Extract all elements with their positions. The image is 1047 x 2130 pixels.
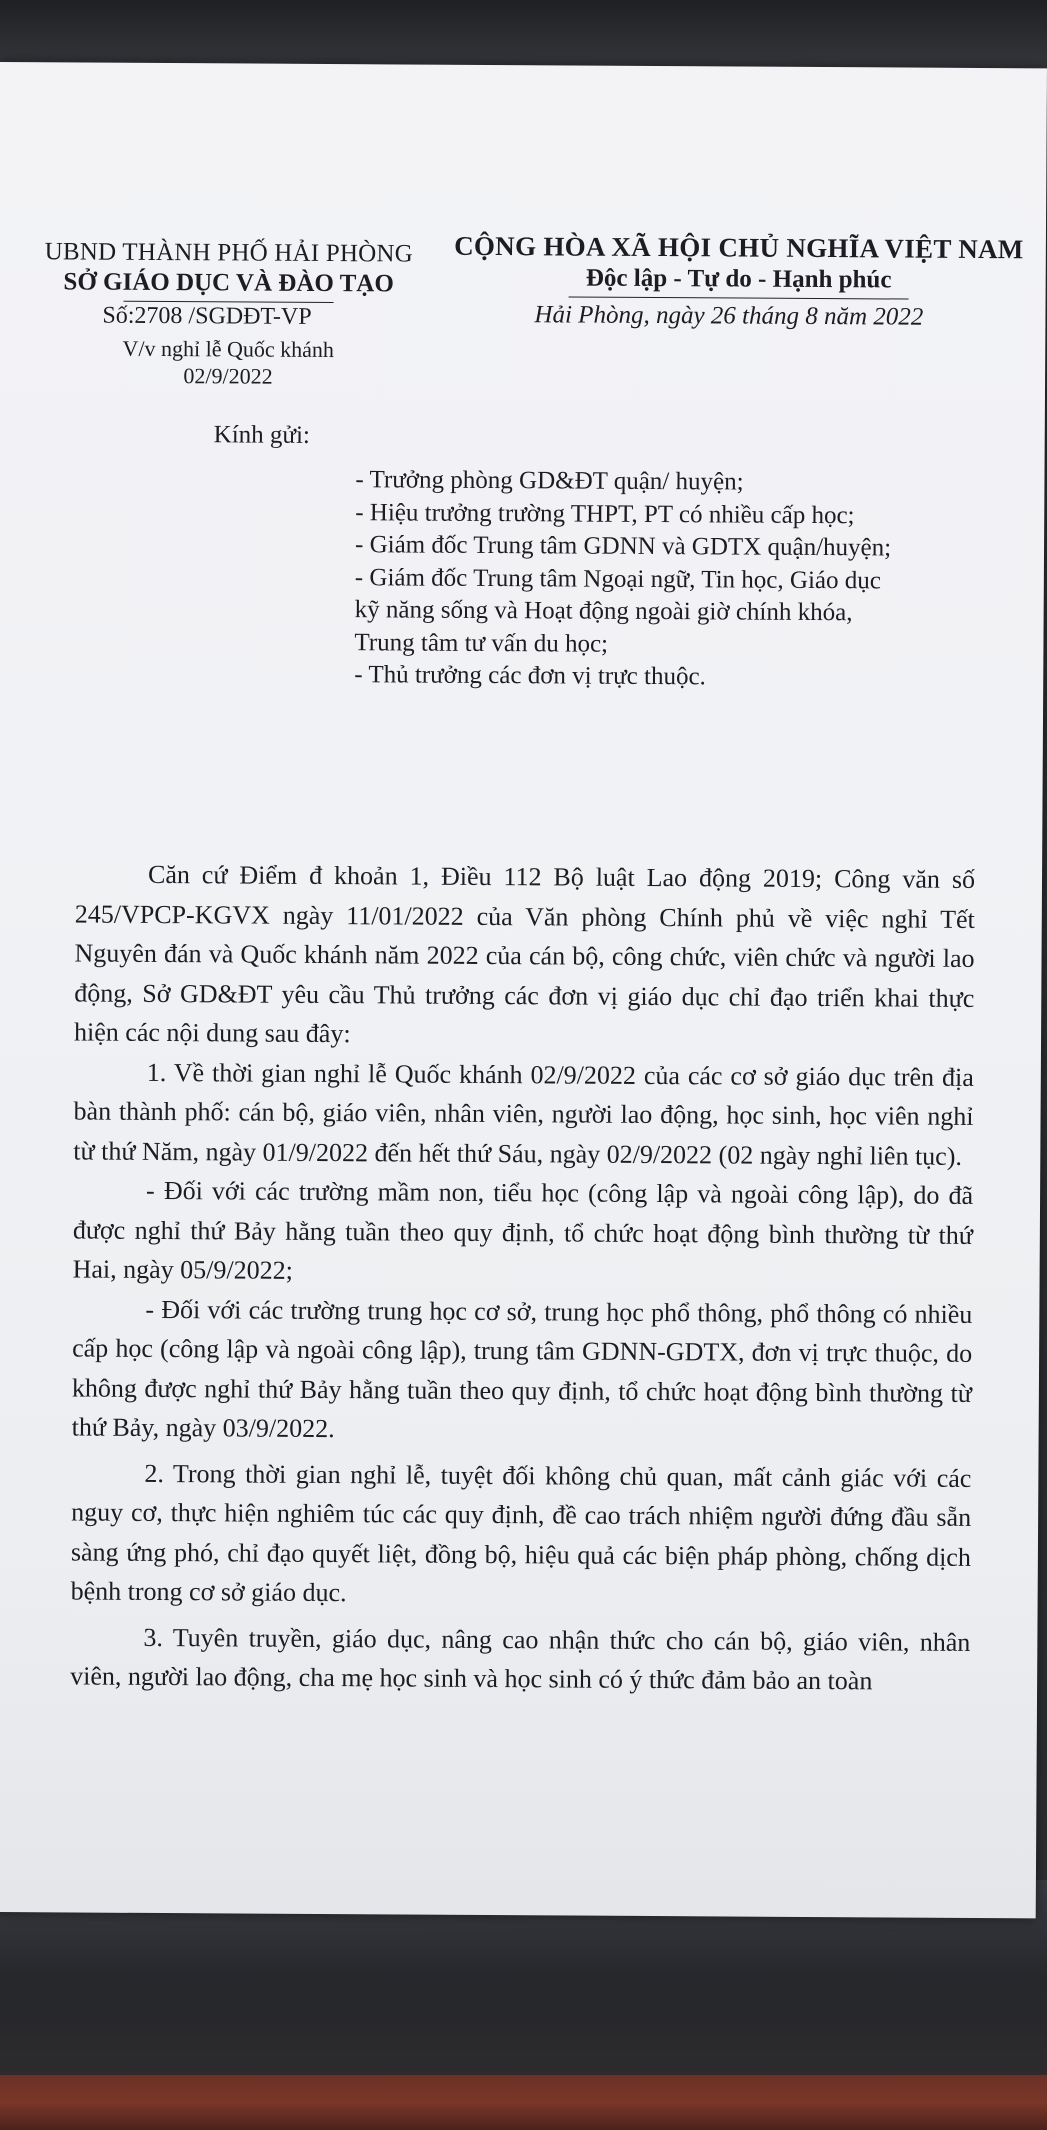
document-page [0, 62, 1047, 1918]
country-name: CỘNG HÒA XÃ HỘI CHỦ NGHĨA VIỆT NAM [454, 230, 1024, 265]
document-body [70, 854, 975, 1701]
place-and-date: Hải Phòng, ngày 26 tháng 8 năm 2022 [534, 301, 924, 331]
body-paragraph: 3. Tuyên truyền, giáo dục, nâng cao nhận thức cho cán bộ, giáo viên, nhân viên, người lao động, cha mẹ học sinh và học sinh có ý thức đảm bảo an toàn [70, 1622, 971, 1696]
table-edge [0, 2075, 1047, 2130]
motto: Độc lập - Tự do - Hạnh phúc [585, 264, 892, 294]
agency-parent: UBND THÀNH PHỐ HẢI PHÒNG [44, 238, 414, 268]
document-content [0, 62, 1047, 1918]
recipient-line: - Thủ trưởng các đơn vị trực thuộc. [354, 661, 706, 691]
salutation: Kính gửi: [213, 421, 311, 449]
document-number: Số:2708 /SGDĐT-VP [102, 302, 312, 330]
recipient-line: - Giám đốc Trung tâm Ngoại ngữ, Tin học, Giáo dục [354, 563, 881, 594]
recipient-line: Trung tâm tư vấn du học; [354, 628, 609, 658]
motto-underline [569, 296, 909, 299]
body-paragraph: - Đối với các trường trung học cơ sở, trung học phổ thông, phổ thông có nhiều cấp học (công lập và ngoài công lập), trung tâm GDNN-GDTX, đơn vị trực thuộc, do không được nghỉ thứ Bảy hằng tuần theo quy định, tổ chức hoạt động bình thường từ thứ Bảy, ngày 03/9/2022. [71, 1294, 973, 1444]
body-paragraph: 2. Trong thời gian nghỉ lễ, tuyệt đối không chủ quan, mất cảnh giác với các nguy cơ, thực hiện nghiêm túc các quy định, đề cao trách nhiệm người đứng đầu sẵn sàng ứng phó, chỉ đạo quyết liệt, đồng bộ, hiệu quả các biện pháp phòng, chống dịch bệnh trong cơ sở giáo dục. [70, 1458, 972, 1608]
recipient-line: - Giám đốc Trung tâm GDNN và GDTX quận/huyện; [354, 531, 892, 562]
body-paragraph: 1. Về thời gian nghỉ lễ Quốc khánh 02/9/2022 của các cơ sở giáo dục trên địa bàn thành phố: cán bộ, giáo viên, nhân viên, người lao động, học sinh, học viên nghỉ từ thứ Năm, ngày 01/9/2022 đến hết thứ Sáu, ngày 02/9/2022 (02 ngày nghỉ liên tục). [73, 1057, 974, 1171]
issuing-agency [29, 238, 429, 303]
national-motto [439, 231, 1039, 301]
recipient-line: kỹ năng sống và Hoạt động ngoài giờ chính khóa, [354, 596, 853, 627]
recipient-line: - Hiệu trưởng trường THPT, PT có nhiều cấp học; [355, 498, 855, 529]
agency-name: SỞ GIÁO DỤC VÀ ĐÀO TẠO [63, 268, 394, 298]
subject-line: V/v nghỉ lễ Quốc khánh [122, 335, 335, 363]
subject-line: 02/9/2022 [183, 363, 273, 389]
body-paragraph: Căn cứ Điểm đ khoản 1, Điều 112 Bộ luật Lao động 2019; Công văn số 245/VPCP-KGVX ngày 11/01/2022 của Văn phòng Chính phủ về việc nghỉ Tết Nguyên đán và Quốc khánh năm 2022 của cán bộ, công chức, viên chức và người lao động, Sở GD&ĐT yêu cầu Thủ trưởng các đơn vị giáo dục chỉ đạo triển khai thực hiện các nội dung sau đây: [73, 859, 976, 1049]
body-paragraph: - Đối với các trường mầm non, tiểu học (công lập và ngoài công lập), do đã được nghỉ thứ Bảy hằng tuần theo quy định, tổ chức hoạt động bình thường từ thứ Hai, ngày 05/9/2022; [72, 1175, 974, 1285]
document-subject [28, 334, 428, 390]
recipient-list [354, 464, 1035, 696]
recipient-line: - Trưởng phòng GD&ĐT quận/ huyện; [355, 466, 744, 496]
